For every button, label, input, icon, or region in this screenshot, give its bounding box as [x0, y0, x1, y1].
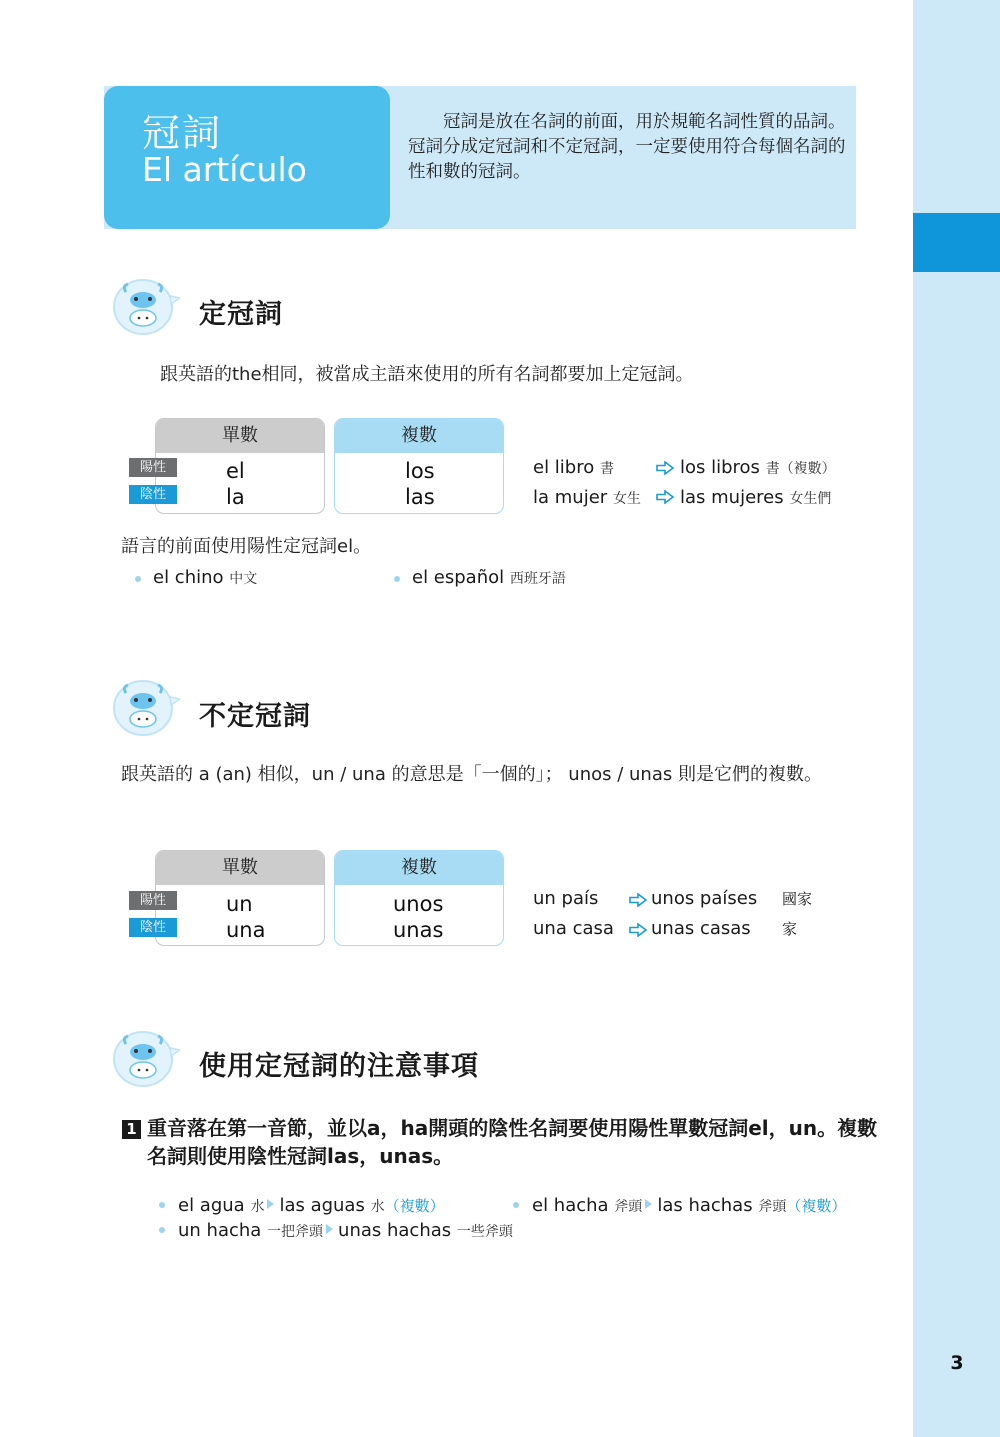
definite-description: 跟英語的the相同，被當成主語來使用的所有名詞都要加上定冠詞。: [160, 364, 694, 385]
example-plural: los libros 書（複數）: [680, 457, 836, 478]
example-plural: las mujeres 女生們: [680, 487, 832, 508]
example-singular: un país: [533, 888, 599, 909]
rule-number: 1: [122, 1120, 141, 1139]
example-singular: una casa: [533, 918, 614, 939]
intro-text: 冠詞是放在名詞的前面，用於規範名詞性質的品詞。冠詞分成定冠詞和不定冠詞，一定要使用符合每個名詞的性和數的冠詞。: [408, 112, 846, 182]
language-example: el español 西班牙語: [412, 567, 566, 588]
article-masc-plural: unos: [393, 892, 444, 916]
example-plural: unas casas: [651, 918, 751, 939]
bullet-dot: [159, 1202, 165, 1208]
note-example: un hacha 一把斧頭 unas hachas 一些斧頭: [178, 1220, 513, 1241]
feminine-tag: 陰性: [129, 918, 177, 937]
note-example: el agua 水 las aguas 水（複數）: [178, 1195, 445, 1216]
arrow-right-icon: [629, 923, 647, 937]
article-masc-singular: el: [226, 459, 245, 483]
bullet-dot: [394, 576, 400, 582]
section-title-definite: 定冠詞: [199, 299, 283, 330]
masculine-tag: 陽性: [129, 891, 177, 910]
note-example: el hacha 斧頭 las hachas 斧頭（複數）: [532, 1195, 847, 1216]
example-singular: el libro 書: [533, 457, 614, 478]
chapter-tab: [913, 213, 1000, 272]
feminine-tag: 陰性: [129, 485, 177, 504]
language-note: 語言的前面使用陽性定冠詞el。: [121, 536, 372, 557]
section-title-indefinite: 不定冠詞: [199, 701, 311, 732]
bullet-dot: [159, 1227, 165, 1233]
arrow-right-icon: [629, 893, 647, 907]
example-gloss: 家: [782, 920, 798, 938]
article-fem-plural: unas: [393, 918, 444, 942]
title-spanish: El artículo: [142, 150, 307, 189]
example-plural: unos países: [651, 888, 758, 909]
arrow-right-icon: [656, 461, 674, 475]
title-box: [104, 86, 390, 229]
singular-header: 單數: [156, 419, 324, 453]
page-number: 3: [950, 1352, 964, 1374]
example-singular: la mujer 女生: [533, 487, 641, 508]
rule-text: 重音落在第一音節，並以a，ha開頭的陰性名詞要使用陽性單數冠詞el，un。複數名詞則使用陰性冠詞las，unas。: [147, 1116, 878, 1168]
article-fem-singular: una: [226, 918, 266, 942]
article-masc-singular: un: [226, 892, 253, 916]
article-masc-plural: los: [405, 459, 435, 483]
cow-mascot-icon: [112, 276, 180, 336]
cow-mascot-icon: [112, 677, 180, 737]
arrow-right-icon: [656, 490, 674, 504]
plural-header: 複數: [335, 419, 503, 453]
bullet-dot: [135, 576, 141, 582]
section-title-notes: 使用定冠詞的注意事項: [199, 1051, 479, 1082]
singular-header: 單數: [156, 851, 324, 885]
masculine-tag: 陽性: [129, 458, 177, 477]
plural-header: 複數: [335, 851, 503, 885]
article-fem-singular: la: [226, 485, 245, 509]
language-example: el chino 中文: [153, 567, 258, 588]
title-chinese: 冠詞: [142, 111, 223, 155]
bullet-dot: [513, 1202, 519, 1208]
article-fem-plural: las: [405, 485, 435, 509]
cow-mascot-icon: [112, 1028, 180, 1088]
indefinite-description: 跟英語的 a (an) 相似，un / una 的意思是「一個的」； unos / unas 則是它們的複數。: [121, 764, 822, 785]
example-gloss: 國家: [782, 890, 813, 908]
